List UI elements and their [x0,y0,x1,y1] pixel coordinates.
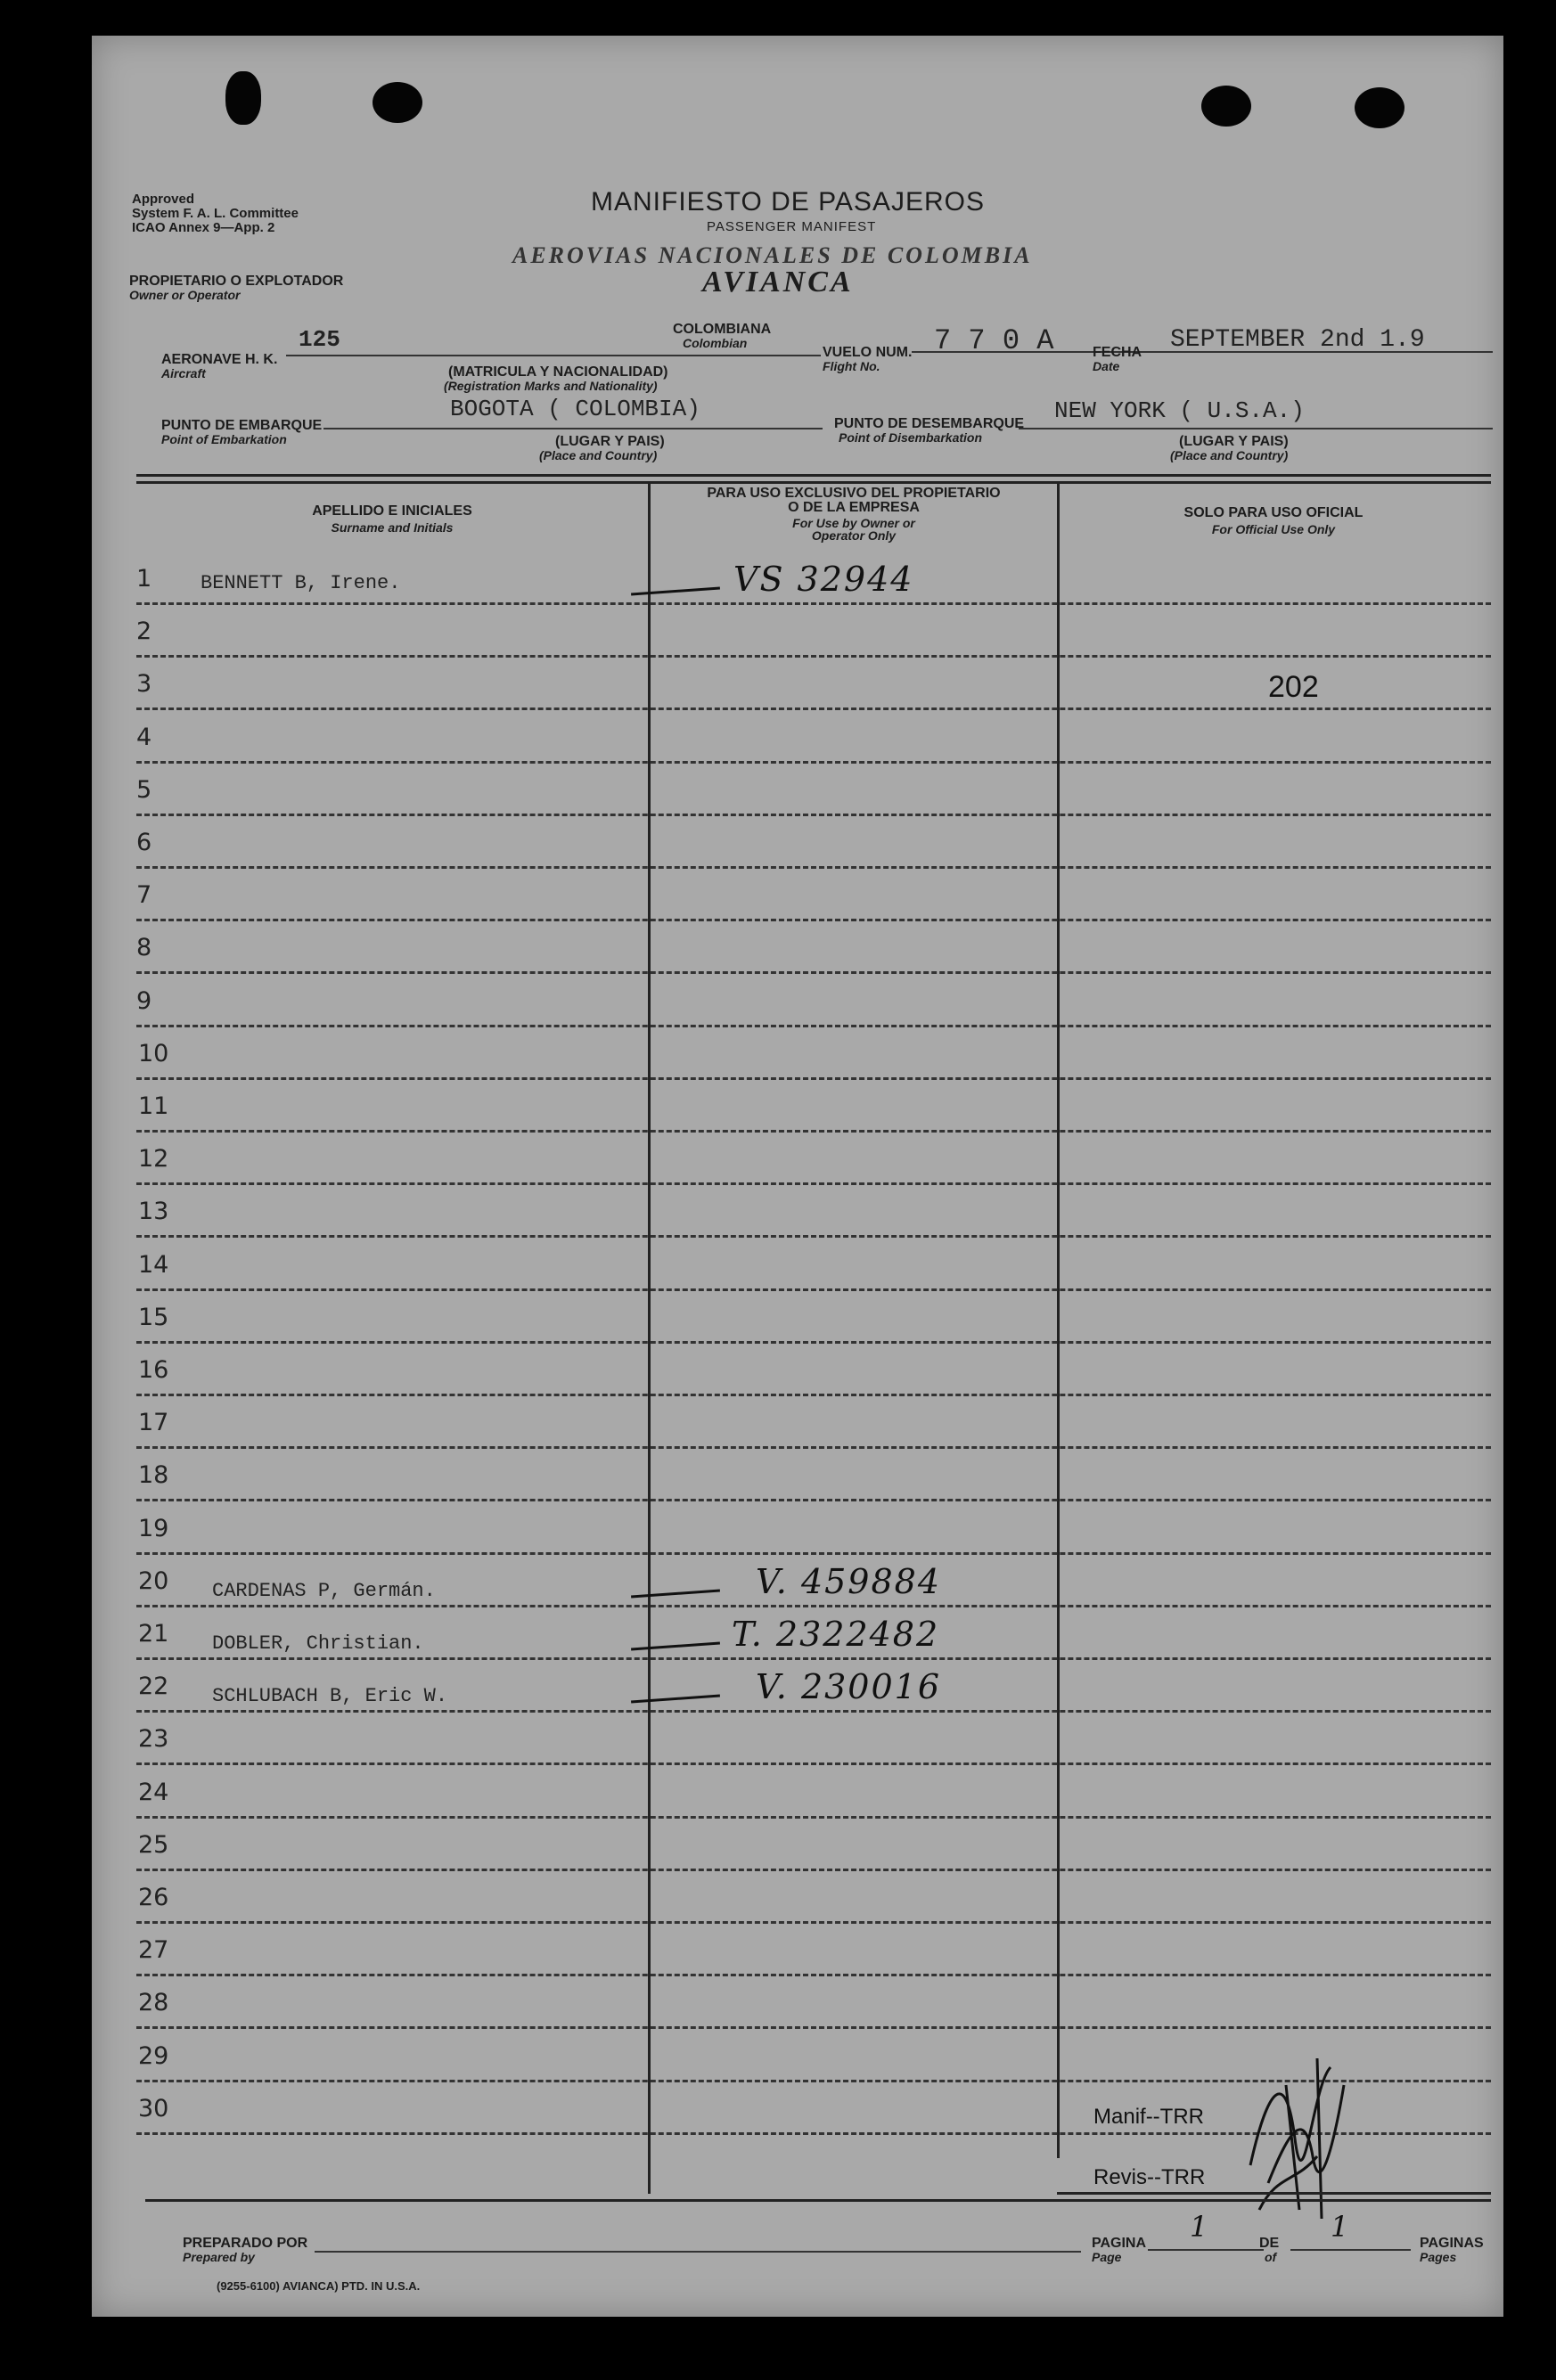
aircraft-label: AERONAVE H. K. [161,352,278,367]
row-number: 4 [136,723,152,751]
row-rule [136,919,1491,921]
row-rule [136,1974,1491,1976]
row-number: 26 [138,1884,169,1911]
row-rule [136,1446,1491,1449]
column-header-owner-es-1: PARA USO EXCLUSIVO DEL PROPIETARIO [707,486,1001,501]
column-header-names [136,504,648,534]
airline-name: AEROVIAS NACIONALES DE COLOMBIA [512,242,1033,268]
passenger-name: SCHLUBACH B, Eric W. [212,1685,448,1708]
row-number: 28 [138,1989,169,2017]
page-subtitle: PASSENGER MANIFEST [707,219,877,234]
column-header-official-es: SOLO PARA USO OFICIAL [1183,505,1364,520]
date-label: FECHA [1093,345,1142,360]
row-number: 25 [138,1830,169,1859]
row-number: 8 [136,934,152,962]
aircraft-underline [286,355,821,356]
date-label-en: Date [1093,359,1120,373]
passenger-name: CARDENAS P, Germán. [212,1579,436,1602]
column-header-official-en: For Official Use Only [1211,522,1336,536]
row-rule [136,1394,1491,1396]
footer-divider [1057,2192,1491,2195]
punch-hole [1201,86,1251,127]
disembark-label: PUNTO DE DESEMBARQUE [834,416,1025,431]
row-number: 13 [138,1198,169,1226]
header-divider [136,474,1491,477]
row-rule [136,1921,1491,1924]
row-number: 23 [138,1725,169,1754]
check-mark-icon [631,1589,720,1598]
row-number: 27 [138,1936,169,1965]
row-number: 18 [138,1461,169,1490]
row-number: 2 [136,617,152,646]
row-rule [136,1710,1491,1713]
row-rule [136,866,1491,869]
printer-imprint: (9255-6100) AVIANCA) PTD. IN U.S.A. [217,2279,421,2293]
row-rule [136,1341,1491,1344]
pages-label: PAGINAS [1420,2236,1484,2251]
pages-label-en: Pages [1420,2250,1457,2264]
approval-line-2: System F. A. L. Committee [132,206,299,221]
row-number: 24 [138,1778,169,1806]
row-rule [136,1763,1491,1765]
embark-label: PUNTO DE EMBARQUE [161,418,323,433]
registration-label-en: (Registration Marks and Nationality) [444,379,658,393]
row-number: 1 [136,565,152,593]
column-header-names-es: APELLIDO E INICIALES [312,503,472,519]
of-label-en: of [1265,2250,1277,2264]
row-number: 9 [136,986,152,1015]
passport-number: T. 2322482 [732,1615,940,1654]
punch-hole [1355,87,1404,128]
revision-stamp: Revis--TRR [1093,2165,1206,2189]
column-header-official [1060,506,1487,536]
of-value: 1 [1331,2210,1351,2244]
row-number: 21 [138,1620,169,1648]
row-rule [136,1288,1491,1291]
aircraft-label-en: Aircraft [161,366,206,380]
row-number: 16 [138,1356,169,1384]
registration-label: (MATRICULA Y NACIONALIDAD) [448,364,668,380]
row-rule [136,602,1491,605]
embark-value: BOGOTA ( COLOMBIA) [450,396,700,422]
row-rule [136,655,1491,658]
embark-place-label-en: (Place and Country) [539,448,658,462]
row-rule [136,1816,1491,1819]
row-number: 5 [136,775,152,804]
embark-place-label: (LUGAR Y PAIS) [555,434,665,449]
row-rule [136,1077,1491,1080]
row-rule [136,1182,1491,1185]
row-number: 12 [138,1145,169,1174]
row-rule [136,1235,1491,1238]
signature-icon [1233,2032,1357,2237]
flight-label-en: Flight No. [823,359,880,373]
row-number: 29 [138,2041,169,2070]
prepared-label-en: Prepared by [183,2250,255,2264]
row-rule [136,1869,1491,1871]
passport-number: VS 32944 [733,560,914,599]
disembark-label-en: Point of Disembarkation [839,430,983,445]
check-mark-icon [631,1642,720,1651]
row-rule [136,1025,1491,1027]
row-rule [136,2026,1491,2029]
page-label-en: Page [1092,2250,1122,2264]
row-number: 15 [138,1303,169,1331]
disembark-underline [1019,428,1493,429]
check-mark-icon [631,1695,720,1704]
row-rule [136,971,1491,974]
passenger-name: BENNETT B, Irene. [201,572,401,594]
footer-divider [145,2199,1491,2202]
row-number: 6 [136,829,152,856]
row-number: 22 [138,1673,169,1701]
approval-line-1: Approved [132,192,195,207]
date-underline [1143,351,1493,353]
row-rule [136,761,1491,764]
column-header-owner-es-2: O DE LA EMPRESA [788,500,920,515]
airline-short-name: AVIANCA [702,266,854,299]
flight-label: VUELO NUM. [823,345,913,360]
column-header-names-en: Surname and Initials [331,520,454,535]
row-rule [136,1499,1491,1501]
page-title: MANIFIESTO DE PASAJEROS [591,187,985,217]
row-number: 11 [138,1092,169,1120]
prepared-label: PREPARADO POR [183,2236,308,2251]
page-underline [1148,2249,1264,2251]
nationality-value: COLOMBIANA [673,322,772,337]
row-number: 17 [138,1409,169,1437]
disembark-place-label-en: (Place and Country) [1170,448,1289,462]
manifest-sheet [92,36,1503,2317]
embark-underline [323,428,823,429]
check-mark-icon [631,587,720,596]
punch-hole [225,71,261,125]
row-rule [136,1657,1491,1660]
row-rule [136,1552,1491,1555]
row-rule [136,1605,1491,1607]
owner-label-en: Owner or Operator [129,288,241,302]
page-value: 1 [1190,2210,1210,2244]
punch-hole [373,82,422,123]
aircraft-value: 125 [299,326,340,353]
column-header-owner-en-2: Operator Only [811,528,897,543]
passenger-name: DOBLER, Christian. [212,1632,424,1655]
manifest-stamp: Manif--TRR [1093,2105,1204,2129]
official-value: 202 [1268,670,1319,705]
passport-number: V. 459884 [756,1561,942,1601]
nationality-value-en: Colombian [683,336,748,350]
row-number: 7 [136,881,152,910]
date-value: SEPTEMBER 2nd 1.9 [1170,326,1425,354]
row-number: 10 [138,1039,169,1067]
row-number: 19 [138,1514,169,1542]
header-divider [136,481,1491,484]
of-underline [1290,2249,1411,2251]
flight-value: 7 7 0 A [934,324,1054,357]
disembark-place-label: (LUGAR Y PAIS) [1179,434,1289,449]
embark-label-en: Point of Embarkation [161,432,287,446]
row-rule [136,814,1491,816]
approval-line-3: ICAO Annex 9—App. 2 [132,220,275,235]
column-header-owner [651,487,1057,542]
owner-label: PROPIETARIO O EXPLOTADOR [129,274,344,289]
row-number: 14 [138,1250,169,1279]
column-header-owner-en-1: For Use by Owner or [792,516,915,530]
disembark-value: NEW YORK ( U.S.A.) [1054,397,1305,424]
column-divider-2 [1057,483,1060,2158]
row-rule [136,1130,1491,1133]
page-label: PAGINA [1092,2236,1147,2251]
row-number: 3 [136,670,152,699]
prepared-underline [315,2251,1081,2253]
column-divider-1 [648,483,651,2194]
row-number: 30 [138,2094,169,2122]
row-number: 20 [138,1566,169,1595]
row-rule [136,707,1491,710]
of-label: DE [1259,2236,1280,2251]
passport-number: V. 230016 [756,1667,942,1707]
